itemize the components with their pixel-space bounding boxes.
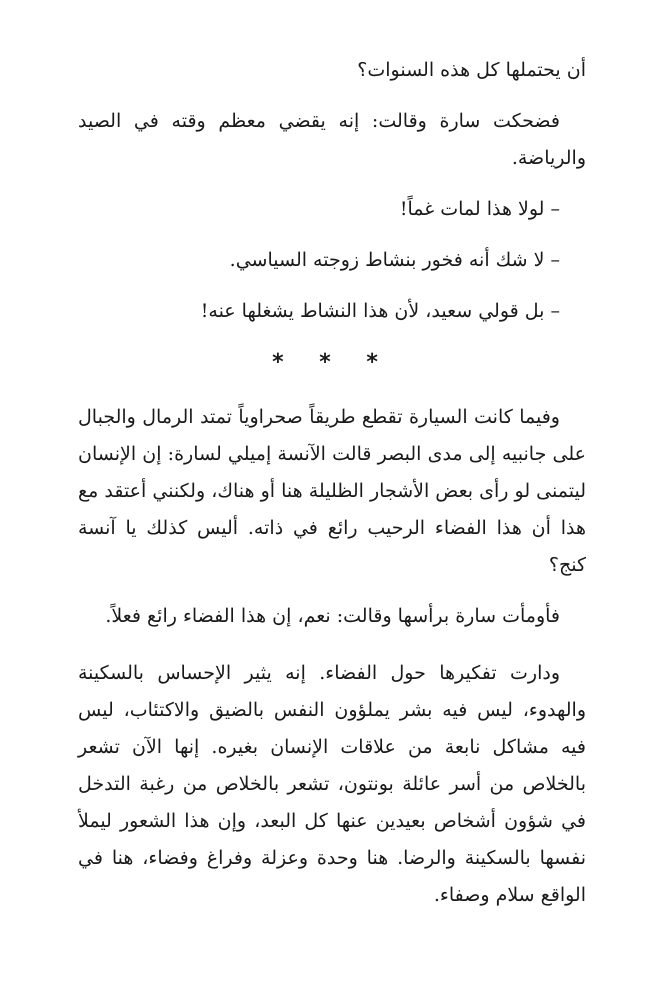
paragraph-5: ودارت تفكيرها حول الفضاء. إنه يثير الإحساس بالسكينة والهدوء، ليس فيه بشر يملؤون النفس بالضيق والاكتئاب، ليس فيه مشاكل نابعة من علاقات الإنسان بغيره. إنها الآن تشعر بالخلاص من أسر عائلة بونتون، تشعر بالخلاص من رغبة التدخل في شؤون أشخاص بعيدين عنها كل البعد، وإن هذا الشعور ليملأ نفسها بالسكينة والرضا. هنا وحدة وعزلة وفراغ وفضاء، هنا في الواقع سلام وصفاء. (78, 662, 586, 906)
paragraph-2: فضحكت سارة وقالت: إنه يقضي معظم وقته في الصيد والرياضة. (78, 110, 586, 169)
paragraph-4: فأومأت سارة برأسها وقالت: نعم، إن هذا الفضاء رائع فعلاً. (105, 605, 560, 627)
dialogue-line-3: – بل قولي سعيد، لأن هذا النشاط يشغلها عنه! (200, 300, 560, 322)
paragraph-3: وفيما كانت السيارة تقطع طريقاً صحراوياً تمتد الرمال والجبال على جانبيه إلى مدى البصر قالت الآنسة إميلي لسارة: إن الإنسان ليتمنى لو رأى بعض الأشجار الظليلة هنا أو هناك، ولكنني أعتقد مع هذا أن هذا الفضاء الرحيب رائع في ذاته. أليس كذلك يا آنسة كنج؟ (78, 406, 586, 576)
paragraph-1: أن يحتملها كل هذه السنوات؟ (357, 59, 586, 81)
dialogue-line-1: – لولا هذا لمات غماً! (399, 198, 560, 220)
book-page (78, 52, 586, 914)
section-separator: * * * (272, 350, 392, 375)
dialogue-line-2: – لا شك أنه فخور بنشاط زوجته السياسي. (229, 249, 560, 271)
